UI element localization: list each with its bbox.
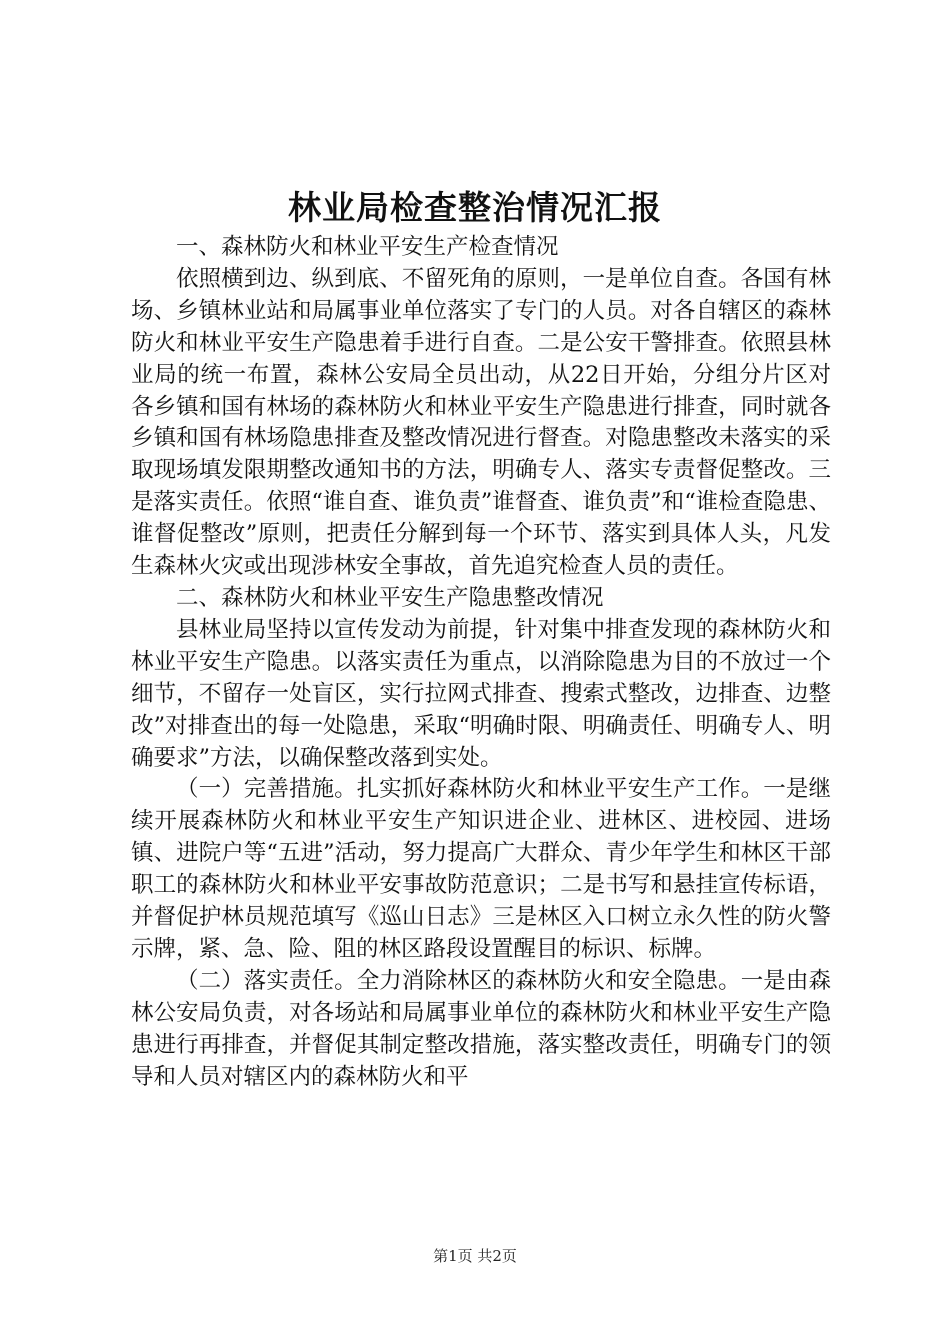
section-heading-2: 二、森林防火和林业平安生产隐患整改情况 [176, 584, 604, 611]
paragraph-rectification: 县林业局坚持以宣传发动为前提，针对集中排查发现的森林防火和林业平安生产隐患。以落实责任为重点，以消除隐患为目的不放过一个细节，不留存一处盲区，实行拉网式排查、搜索式整改，边排查、边整改”对排查出的每一处隐患，采取“明确时限、明确责任、明确专人、明确要求”方法，以确保整改落到实处。 [131, 616, 831, 771]
section-heading-1: 一、森林防火和林业平安生产检查情况 [176, 234, 559, 260]
document-title: 林业局检查整治情况汇报 [288, 188, 662, 227]
paragraph-measures: （一）完善措施。扎实抓好森林防火和林业平安生产工作。一是继续开展森林防火和林业平安生产知识进企业、进林区、进校园、进场镇、进院户等“五进”活动，努力提高广大群众、青少年学生和林区干部职工的森林防火和林业平安事故防范意识；二是书写和悬挂宣传标语，并督促护林员规范填写《巡山日志》三是林区入口树立永久性的防火警示牌，紧、急、险、阻的林区路段设置醒目的标识、标牌。 [131, 776, 831, 962]
paragraph-inspection: 依照横到边、纵到底、不留死角的原则，一是单位自查。各国有林场、乡镇林业站和局属事业单位落实了专门的人员。对各自辖区的森林防火和林业平安生产隐患着手进行自查。二是公安干警排查。依照县林业局的统一布置，森林公安局全员出动，从22日开始，分组分片区对各乡镇和国有林场的森林防火和林业平安生产隐患进行排查，同时就各乡镇和国有林场隐患排查及整改情况进行督查。对隐患整改未落实的采取现场填发限期整改通知书的方法，明确专人、落实专责督促整改。三是落实责任。依照“谁自查、谁负责”谁督查、谁负责”和“谁检查隐患、谁督促整改”原则，把责任分解到每一个环节、落实到具体人头，凡发生森林火灾或出现涉林安全事故，首先追究检查人员的责任。 [131, 265, 831, 580]
paragraph-responsibility: （二）落实责任。全力消除林区的森林防火和安全隐患。一是由森林公安局负责，对各场站和局属事业单位的森林防火和林业平安生产隐患进行再排查，并督促其制定整改措施，落实整改责任，明确专门的领导和人员对辖区内的森林防火和平 [131, 967, 831, 1090]
page-footer: 第1页 共2页 [433, 1247, 517, 1265]
document-body [131, 232, 831, 1093]
